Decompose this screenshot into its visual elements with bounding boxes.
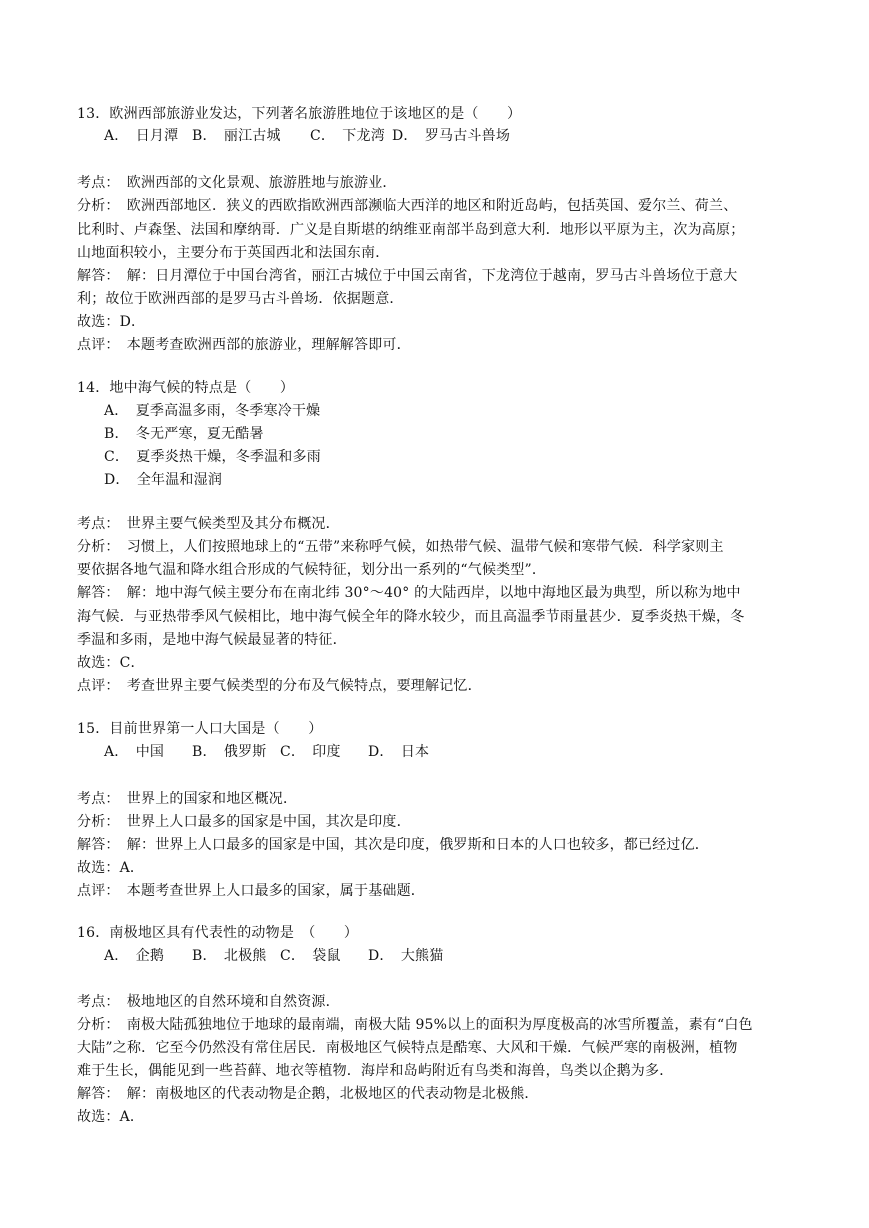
question-15-options xyxy=(104,742,429,762)
q14-fenxi-line: 分析： 习惯上，人们按照地球上的“五带”来称呼气候，如热带气候、温带气候和寒带气候．科学家则主 xyxy=(77,539,724,555)
q16-kaodian: 考点： 极地地区的自然环境和自然资源． xyxy=(77,994,340,1010)
option-a: A． 企鹅 xyxy=(104,948,165,964)
q15-fenxi-line: 分析： 世界上人口最多的国家是中国，其次是印度． xyxy=(77,814,411,830)
q15-answer: 故选：A． xyxy=(77,860,145,876)
option-b: B． 丽江古城 xyxy=(192,128,281,144)
option-c: C． 下龙湾 xyxy=(310,128,385,144)
question-14-stem: 14．地中海气候的特点是（ ） xyxy=(77,380,295,396)
option-d: D． 全年温和湿润 xyxy=(104,472,223,488)
q15-dianping: 点评： 本题考查世界上人口最多的国家，属于基础题． xyxy=(77,883,425,899)
question-16-stem: 16．南极地区具有代表性的动物是 （ ） xyxy=(77,925,359,941)
q16-jieda-line: 解答： 解：南极地区的代表动物是企鹅，北极地区的代表动物是北极熊． xyxy=(77,1086,539,1102)
option-c: C． 印度 xyxy=(280,744,341,760)
option-b: B． 俄罗斯 xyxy=(192,744,267,760)
option-b: B． 冬无严寒，夏无酷暑 xyxy=(104,426,264,442)
option-a: A． 夏季高温多雨，冬季寒冷干燥 xyxy=(104,403,321,419)
q16-answer: 故选：A． xyxy=(77,1109,145,1125)
q13-fenxi-line: 山地面积较小，主要分布于英国西北和法国东南． xyxy=(77,245,390,261)
q13-fenxi-line: 比利时、卢森堡、法国和摩纳哥．广义是自斯堪的纳维亚南部半岛到意大利．地形以平原为主，次为高原； xyxy=(77,222,745,238)
q13-jieda-line: 解答： 解：日月潭位于中国台湾省，丽江古城位于中国云南省，下龙湾位于越南，罗马古斗兽场位于意大 xyxy=(77,268,738,284)
q13-fenxi-line: 分析： 欧洲西部地区．狭义的西欧指欧洲西部濒临大西洋的地区和附近岛屿，包括英国、爱尔兰、荷兰、 xyxy=(77,198,738,214)
q14-jieda-line: 季温和多雨，是地中海气候最显著的特征． xyxy=(77,632,347,648)
q14-kaodian: 考点： 世界主要气候类型及其分布概况． xyxy=(77,516,340,532)
question-15-stem: 15．目前世界第一人口大国是（ ） xyxy=(77,721,323,737)
q14-jieda-line: 海气候．与亚热带季风气候相比，地中海气候全年的降水较少，而且高温季节雨量甚少．夏季炎热干燥，冬 xyxy=(77,609,745,625)
option-d: D． 大熊猫 xyxy=(368,948,444,964)
q16-fenxi-line: 难于生长，偶能见到一些苔藓、地衣等植物．海岸和岛屿附近有鸟类和海兽，鸟类以企鹅为多． xyxy=(77,1063,674,1079)
q16-fenxi-line: 分析： 南极大陆孤独地位于地球的最南端，南极大陆 95%以上的面积为厚度极高的冰雪所覆盖，素有“白色 xyxy=(77,1017,753,1033)
q14-jieda-line: 解答： 解：地中海气候主要分布在南北纬 30°～40° 的大陆西岸，以地中海地区最为典型，所以称为地中 xyxy=(77,585,741,601)
option-a: A． 日月潭 xyxy=(104,128,179,144)
option-d: D． 罗马古斗兽场 xyxy=(392,128,511,144)
q13-jieda-line: 利；故位于欧洲西部的是罗马古斗兽场．依据题意． xyxy=(77,291,404,307)
q14-fenxi-line: 要依据各地气温和降水组合形成的气候特征，划分出一系列的“气候类型”． xyxy=(77,562,547,578)
q15-kaodian: 考点： 世界上的国家和地区概况． xyxy=(77,791,298,807)
option-d: D． 日本 xyxy=(368,744,430,760)
q14-dianping: 点评： 考查世界主要气候类型的分布及气候特点，要理解记忆． xyxy=(77,678,482,694)
question-16-options xyxy=(104,946,443,966)
question-13-options xyxy=(104,126,510,146)
q16-fenxi-line: 大陆”之称．它至今仍然没有常住居民．南极地区气候特点是酷寒、大风和干燥．气候严寒的南极洲，植物 xyxy=(77,1040,738,1056)
option-c: C． 袋鼠 xyxy=(280,948,341,964)
option-b: B． 北极熊 xyxy=(192,948,267,964)
option-c: C． 夏季炎热干燥，冬季温和多雨 xyxy=(104,449,321,465)
q13-dianping: 点评： 本题考查欧洲西部的旅游业，理解解答即可． xyxy=(77,337,411,353)
q13-kaodian: 考点： 欧洲西部的文化景观、旅游胜地与旅游业． xyxy=(77,175,397,191)
q15-jieda-line: 解答： 解：世界上人口最多的国家是中国，其次是印度，俄罗斯和日本的人口也较多，都已经过亿． xyxy=(77,837,709,853)
option-a: A． 中国 xyxy=(104,744,165,760)
q14-answer: 故选：C． xyxy=(77,655,145,671)
q13-answer: 故选：D． xyxy=(77,314,146,330)
question-13-stem: 13．欧洲西部旅游业发达，下列著名旅游胜地位于该地区的是（ ） xyxy=(77,106,522,122)
